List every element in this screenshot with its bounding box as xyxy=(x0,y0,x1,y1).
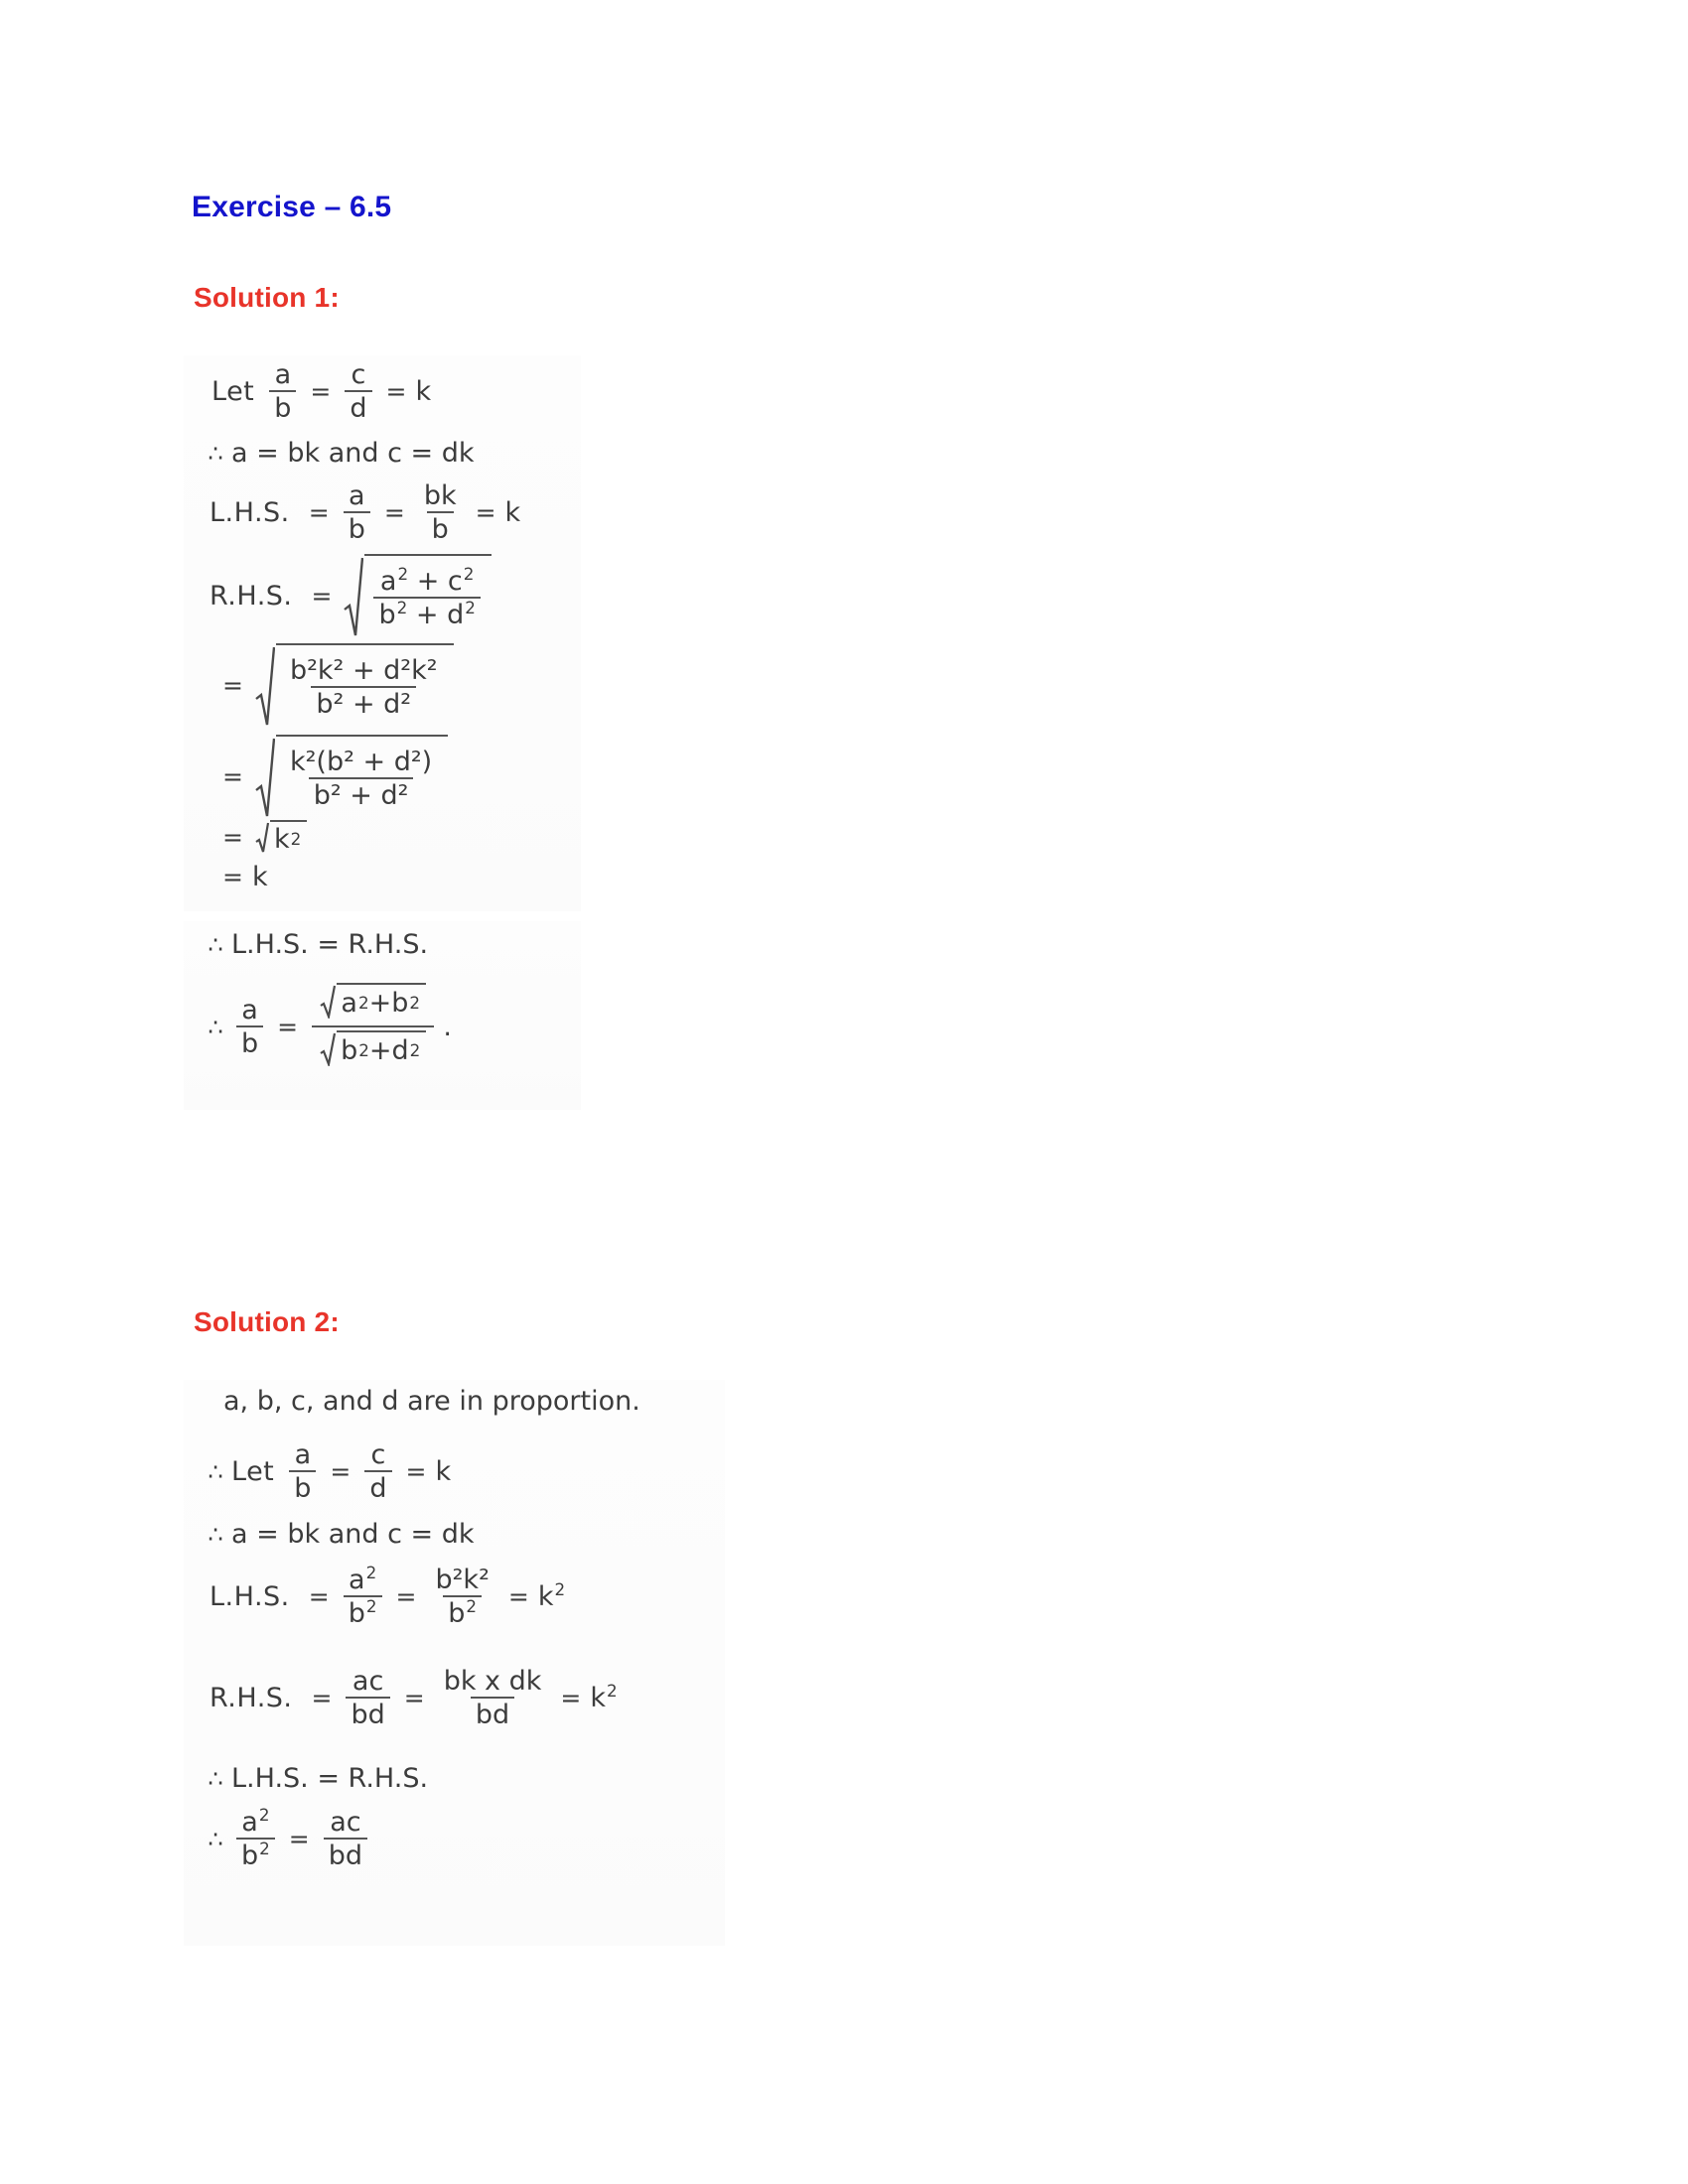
lhs-result: k xyxy=(504,497,521,528)
variable-k: k xyxy=(415,376,432,407)
therefore-symbol: ∴ xyxy=(208,1457,223,1486)
assignment-text: a = bk and c = dk xyxy=(231,1519,475,1550)
numerator: b²k² + d²k² xyxy=(289,654,438,686)
radical-glyph xyxy=(255,735,276,818)
denominator: bd xyxy=(324,1838,367,1869)
denominator: d xyxy=(364,1470,391,1502)
square-root-symbol xyxy=(255,643,454,727)
equals-sign: = xyxy=(308,1582,330,1611)
fraction-bsqksq-over-bsq xyxy=(430,1567,493,1627)
numerator: bk x dk xyxy=(443,1666,542,1697)
page-title: Exercise – 6.5 xyxy=(192,191,392,223)
therefore-symbol: ∴ xyxy=(208,439,223,468)
denominator: $b^2$ xyxy=(344,1595,382,1627)
exponent: 2 xyxy=(466,1596,478,1616)
math-line-lhs-equals-rhs xyxy=(206,931,428,958)
equals-sign: = xyxy=(383,498,405,527)
fraction-asq-over-bsq xyxy=(344,1563,382,1629)
exponent: 2 xyxy=(554,1579,566,1599)
exponent: 2 xyxy=(463,563,475,584)
math-line-rhs xyxy=(210,1668,618,1728)
fraction-step3 xyxy=(285,746,437,811)
numerator: $a^2 + c^2$ xyxy=(379,563,475,597)
denominator: $b^2 + d^2$ xyxy=(373,597,480,628)
numerator: k²(b² + d²) xyxy=(289,746,433,777)
equals-sign: = xyxy=(507,1582,529,1611)
denominator: bd xyxy=(346,1697,389,1728)
math-line-let xyxy=(206,1441,451,1502)
therefore-symbol: ∴ xyxy=(208,1825,223,1853)
numerator: a xyxy=(241,995,258,1025)
exponent: 2 xyxy=(259,1839,270,1858)
lhs-result: $k^2$ xyxy=(537,1579,566,1612)
square-root-symbol xyxy=(320,983,426,1019)
math-line-assignments xyxy=(206,1521,474,1548)
square-root-symbol xyxy=(344,554,491,637)
numerator: b²k² xyxy=(435,1565,490,1595)
rhs-label: R.H.S. xyxy=(210,580,293,612)
therefore-symbol: ∴ xyxy=(208,1520,223,1549)
equals-sign: = xyxy=(311,581,333,611)
math-line-intro xyxy=(223,1388,640,1415)
denominator xyxy=(312,1025,434,1071)
equals-sign: = xyxy=(311,1684,333,1712)
equals-sign: = xyxy=(310,377,332,406)
fraction-bk-over-b xyxy=(419,482,462,543)
equals-sign: = xyxy=(385,377,407,406)
math-line-rhs-step4 xyxy=(213,820,310,854)
math-line-lhs xyxy=(210,1563,566,1629)
equals-sign: = xyxy=(403,1684,425,1712)
radicand xyxy=(276,643,454,727)
rhs-label: R.H.S. xyxy=(210,1683,293,1713)
fraction-c-over-d xyxy=(345,361,371,422)
numerator xyxy=(312,983,434,1025)
fraction-a-over-b xyxy=(236,997,263,1057)
fraction-asq-over-bsq xyxy=(236,1805,275,1871)
math-line-assignments xyxy=(206,440,474,467)
exponent: 2 xyxy=(465,597,476,617)
numerator: $a^2$ xyxy=(241,1805,270,1838)
radical-glyph xyxy=(255,820,270,854)
equals-sign: = xyxy=(222,670,243,700)
variable-k: k xyxy=(435,1456,452,1487)
trailing-punctuation: . xyxy=(443,1012,452,1042)
radical-glyph xyxy=(320,1030,337,1066)
lhs-label: L.H.S. xyxy=(210,497,290,528)
math-line-lhs-equals-rhs xyxy=(206,1765,428,1792)
denominator: b xyxy=(269,390,296,422)
assignment-text: a = bk and c = dk xyxy=(231,438,475,469)
lhs-label: L.H.S. xyxy=(210,1581,290,1612)
numerator: ac xyxy=(352,1666,384,1697)
square-root-symbol xyxy=(320,1030,426,1066)
therefore-symbol: ∴ xyxy=(208,930,223,959)
math-line-rhs xyxy=(210,554,494,637)
denominator: d xyxy=(345,390,371,422)
equals-sign: = xyxy=(395,1582,417,1611)
exponent: 2 xyxy=(396,597,408,617)
equals-sign: = xyxy=(222,822,243,852)
rhs-result: $k^2$ xyxy=(590,1681,618,1713)
fraction-a-over-b xyxy=(289,1441,316,1502)
radical-glyph xyxy=(255,643,276,727)
numerator: $a^2$ xyxy=(349,1563,377,1595)
radical-glyph xyxy=(320,983,337,1019)
denominator: $b^2$ xyxy=(236,1838,275,1869)
math-line-rhs-step5 xyxy=(213,864,268,890)
fraction-asq-csq-over-bsq-dsq xyxy=(373,563,480,630)
numerator: c xyxy=(370,1439,386,1470)
fraction-ac-over-bd xyxy=(346,1668,389,1728)
math-line-rhs-step3 xyxy=(213,735,451,818)
fraction-ac-over-bd xyxy=(324,1809,367,1869)
denominator: b² + d² xyxy=(309,777,414,809)
equals-sign: = xyxy=(560,1684,582,1712)
fraction-a-over-b xyxy=(344,482,370,543)
math-line-lhs xyxy=(210,482,520,543)
equals-sign: = xyxy=(288,1825,310,1853)
exponent: 2 xyxy=(365,1596,377,1616)
square-root-symbol xyxy=(255,820,307,854)
equals-sign: = xyxy=(222,761,243,791)
denominator: b xyxy=(344,511,370,543)
math-line-final-result xyxy=(206,983,452,1071)
exponent: 2 xyxy=(258,1805,270,1825)
numerator: a xyxy=(294,1439,312,1470)
fraction-c-over-d xyxy=(364,1441,391,1502)
numerator: ac xyxy=(330,1807,361,1838)
let-label: Let xyxy=(231,1456,275,1487)
denominator: bd xyxy=(471,1697,514,1728)
radicand: a 2 + b 2 xyxy=(337,983,426,1019)
solution-1-math-image xyxy=(184,355,581,911)
equals-sign: = xyxy=(222,863,243,891)
therefore-symbol: ∴ xyxy=(208,1764,223,1793)
equals-sign: = xyxy=(405,1457,427,1486)
denominator: b xyxy=(427,511,454,543)
numerator: c xyxy=(351,359,366,390)
therefore-symbol: ∴ xyxy=(208,1013,223,1041)
denominator: $b^2$ xyxy=(443,1595,482,1627)
solution-1-heading: Solution 1: xyxy=(194,282,340,313)
math-line-let xyxy=(211,361,431,422)
math-line-final-result xyxy=(206,1805,372,1871)
fraction-step2 xyxy=(285,654,443,720)
equality-statement: L.H.S. = R.H.S. xyxy=(231,1763,429,1794)
radicand xyxy=(276,735,448,818)
proportion-statement: a, b, c, and d are in proportion. xyxy=(223,1386,640,1417)
exponent: 2 xyxy=(607,1681,618,1701)
let-label: Let xyxy=(211,376,255,407)
radicand xyxy=(364,554,491,637)
denominator: b² + d² xyxy=(311,686,416,718)
fraction-a-over-b xyxy=(269,361,296,422)
math-line-rhs-step2 xyxy=(213,643,457,727)
denominator: b xyxy=(236,1025,263,1057)
square-root-symbol xyxy=(255,735,448,818)
rhs-result: k xyxy=(251,862,268,892)
fraction-bkdk-over-bd xyxy=(439,1668,547,1728)
numerator: a xyxy=(274,359,292,390)
radicand: b 2 + d 2 xyxy=(337,1030,426,1066)
equals-sign: = xyxy=(330,1457,352,1486)
variable-k: k xyxy=(273,823,290,855)
radical-glyph xyxy=(344,554,364,637)
radicand: k 2 xyxy=(270,820,307,854)
exponent: 2 xyxy=(365,1563,377,1582)
equals-sign: = xyxy=(308,498,330,527)
numerator: a xyxy=(349,480,365,511)
solution-2-math-image xyxy=(184,1380,725,1946)
denominator: b xyxy=(289,1470,316,1502)
numerator: bk xyxy=(423,480,457,511)
equality-statement: L.H.S. = R.H.S. xyxy=(231,929,429,960)
solution-1-math-image-part2 xyxy=(184,921,581,1110)
equals-sign: = xyxy=(475,498,496,527)
equals-sign: = xyxy=(277,1013,299,1041)
solution-2-heading: Solution 2: xyxy=(194,1306,340,1337)
fraction-radicals xyxy=(312,983,434,1071)
exponent: 2 xyxy=(397,563,409,584)
